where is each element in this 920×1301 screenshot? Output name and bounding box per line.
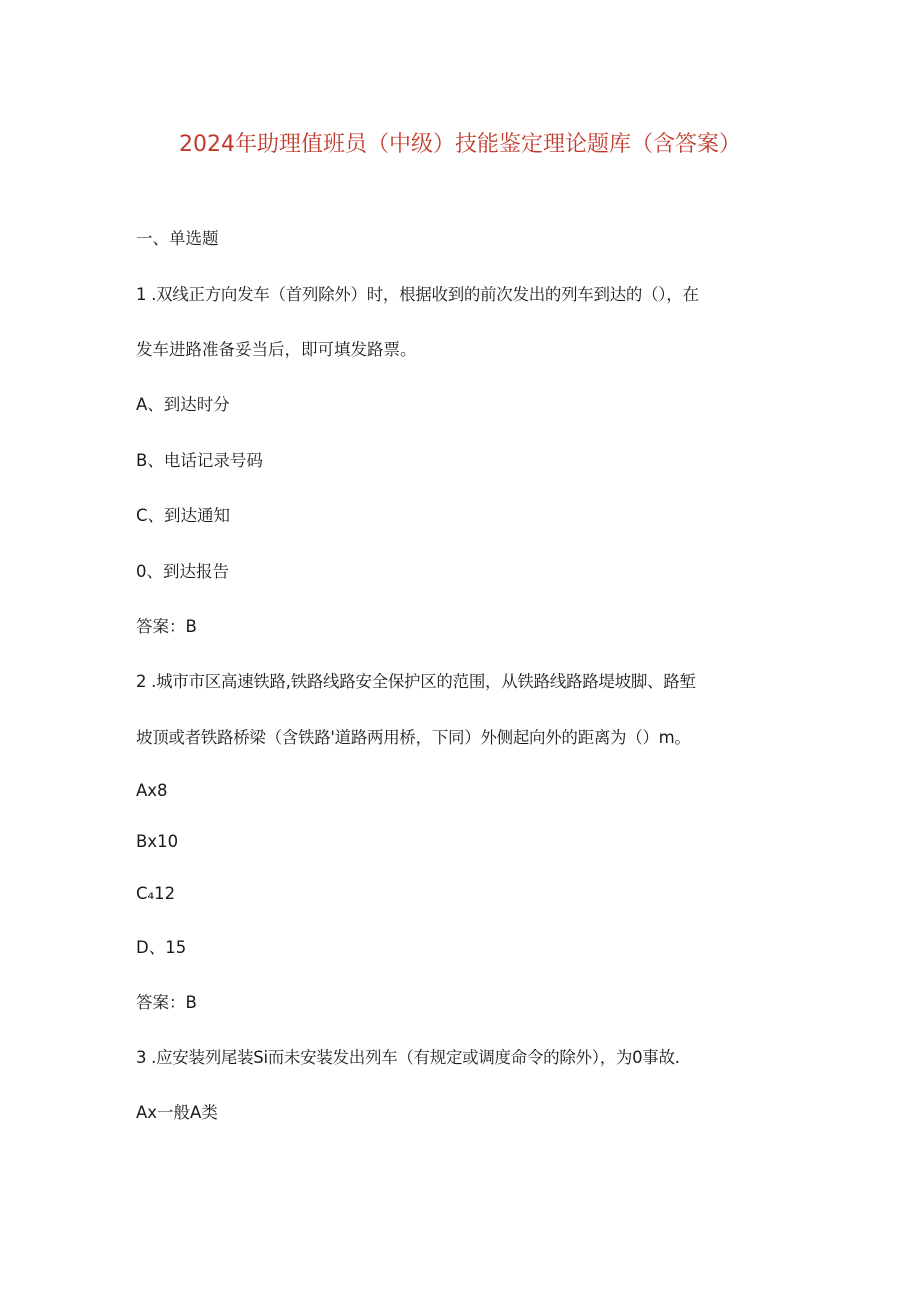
question-stem-line: 发车进路准备妥当后，即可填发路票。 [136,340,417,359]
answer: 答案：B [136,993,197,1012]
question-stem-line: 3 .应安装列尾装Si而未安装发出列车（有规定或调度命令的除外），为0事故. [136,1048,680,1067]
question-stem-line: 1 .双线正方向发车（首列除外）时，根据收到的前次发出的列车到达的（），在 [136,285,699,304]
question-stem-line: 坡顶或者铁路桥梁（含铁路'道路两用桥，下同）外侧起向外的距离为（）m。 [136,728,691,747]
option-d: D、15 [136,938,187,957]
option-b: B、电话记录号码 [136,451,263,470]
page-title: 2024年助理值班员（中级）技能鉴定理论题库（含答案） [179,132,741,157]
option-a: Ax8 [136,781,168,800]
option-a: Ax一般A类 [136,1103,218,1122]
option-c: C、到达通知 [136,506,231,525]
question-stem-line: 2 .城市市区高速铁路,铁路线路安全保护区的范围，从铁路线路路堤坡脚、路堑 [136,672,696,691]
option-c: C₄12 [136,884,176,903]
option-d: 0、到达报告 [136,562,229,581]
option-a: A、到达时分 [136,395,230,414]
section-heading: 一、单选题 [136,229,219,248]
answer: 答案：B [136,617,197,636]
option-b: Bx10 [136,832,179,851]
